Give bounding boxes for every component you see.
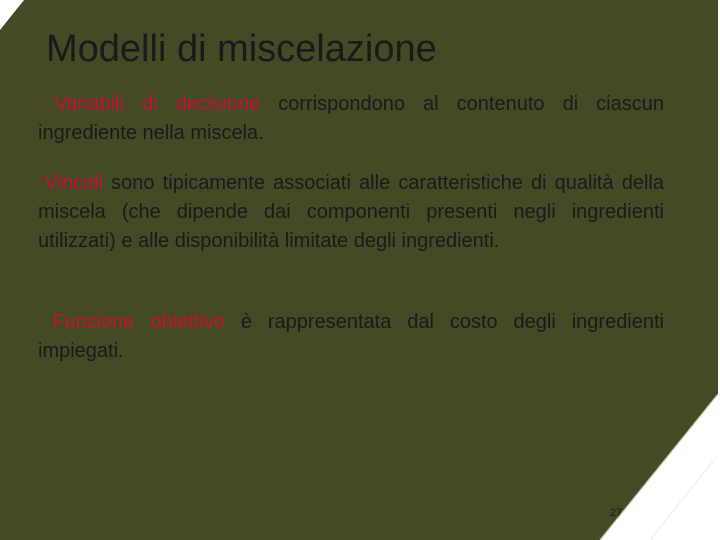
term-variabili: Variabili di decisione [54, 93, 261, 115]
bullet-icon: ▫ [38, 175, 45, 187]
text-variabili: corrispondono al contenuto di ciascun ingrediente nella miscela. [38, 93, 664, 144]
bullet-icon: ▫ [38, 314, 53, 326]
text-vincoli: sono tipicamente associati alle caratteristiche di qualità della miscela (che dipende dai componenti presenti negli ingredienti utilizzati) e alle disponibilità limitate degli ingredienti. [38, 172, 664, 252]
paragraph-funzione-obiettivo [38, 306, 664, 366]
page-number: 27 [610, 507, 623, 519]
text-funzione-obiettivo: è rappresentata dal costo degli ingredienti impiegati. [38, 311, 664, 362]
paragraph-variabili [38, 88, 664, 148]
bullet-icon: ▫ [38, 96, 55, 108]
term-funzione-obiettivo: Funzione obiettivo [52, 311, 225, 333]
term-vincoli: Vincoli [44, 172, 104, 194]
paragraph-vincoli [38, 167, 664, 256]
slide-title: Modelli di miscelazione [46, 28, 437, 70]
